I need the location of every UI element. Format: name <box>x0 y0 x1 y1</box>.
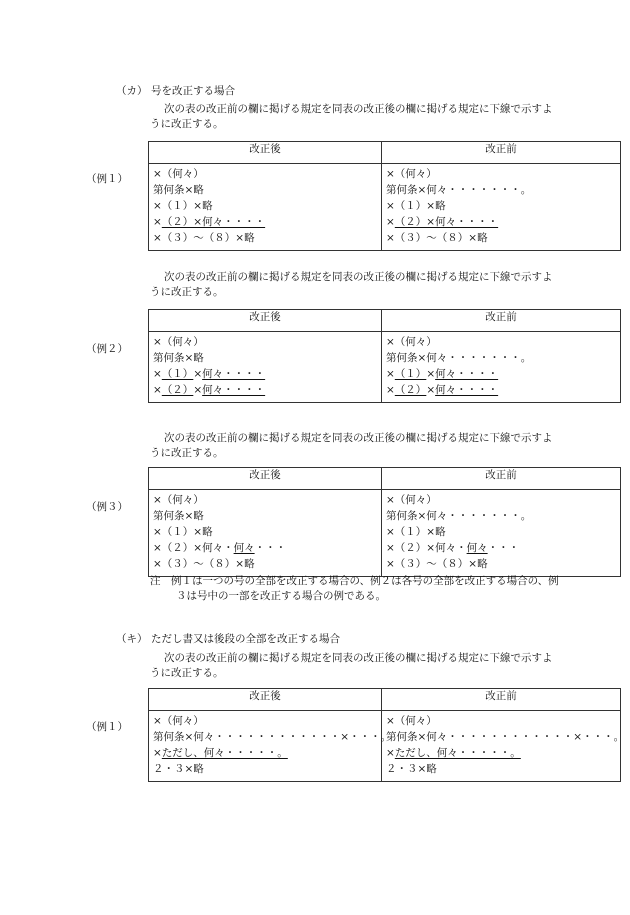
underlined-text: （１） <box>394 368 427 380</box>
provision-line <box>386 540 616 556</box>
provision-text: ×（３）～（８）×略 <box>153 232 255 244</box>
section-ki-heading <box>116 632 340 647</box>
provision-text: 第何条×略 <box>153 184 204 196</box>
provision-text: ×（３）～（８）×略 <box>153 558 255 570</box>
underlined-text: ただし、何々・・・・・。 <box>394 747 521 759</box>
provision-line <box>153 198 377 214</box>
provision-line <box>386 334 616 350</box>
provision-text: × <box>153 384 162 396</box>
provision-line <box>153 745 377 761</box>
provision-line <box>386 350 616 366</box>
provision-text: × <box>153 368 162 380</box>
underlined-text: 何々・・・・ <box>202 384 266 396</box>
provision-text: 第何条×略 <box>153 510 204 522</box>
provision-line <box>386 761 616 777</box>
header-before: 改正前 <box>382 142 621 164</box>
provision-line <box>153 492 377 508</box>
provision-text: ×（１）×略 <box>153 200 213 212</box>
provision-text: ×（何々） <box>153 336 204 348</box>
provision-text: 第何条×何々・・・・・・・・・・・・×・・・。 <box>386 731 625 743</box>
provision-text: × <box>426 384 436 396</box>
underlined-text: （２） <box>161 384 194 396</box>
provision-text: × <box>193 384 203 396</box>
intro-paragraph <box>150 102 595 132</box>
provision-text: × <box>426 368 436 380</box>
provision-text: × <box>386 384 395 396</box>
provision-line <box>153 729 392 745</box>
header-after: 改正後 <box>149 689 382 711</box>
provision-line <box>386 713 616 729</box>
provision-text: ×（３）～（８）×略 <box>386 558 488 570</box>
provision-text: 第何条×何々・・・・・・・。 <box>386 184 532 196</box>
intro-paragraph <box>150 651 595 681</box>
provision-text: × <box>386 747 395 759</box>
before-cell <box>382 490 621 577</box>
underlined-text: 何々・・・・ <box>435 368 499 380</box>
intro-line-1: 次の表の改正前の欄に掲げる規定を同表の改正後の欄に掲げる規定に下線で示すよ <box>164 271 553 283</box>
provision-line <box>386 745 616 761</box>
header-before: 改正前 <box>382 468 621 490</box>
underlined-text: 何々 <box>466 542 488 554</box>
provision-line <box>386 182 616 198</box>
example-label: （例３） <box>86 501 128 513</box>
intro-paragraph <box>150 270 595 300</box>
header-after: 改正後 <box>149 468 382 490</box>
provision-line <box>386 729 625 745</box>
before-cell <box>382 164 621 251</box>
provision-text: ×（何々） <box>386 715 437 727</box>
underlined-text: （２）×何々・・・・ <box>161 216 266 228</box>
section-ka-title: 号を改正する場合 <box>151 85 235 97</box>
section-ka-heading <box>116 84 235 99</box>
provision-line <box>153 508 377 524</box>
provision-line <box>386 524 616 540</box>
provision-text: × <box>153 216 162 228</box>
after-cell <box>149 490 382 577</box>
provision-text: ×（１）×略 <box>386 526 446 538</box>
note-line-1: 注 例１は一つの号の全部を改正する場合の、例２は各号の全部を改正する場合の、例 <box>150 575 559 587</box>
provision-text: ２・３×略 <box>386 763 437 775</box>
provision-text: ×（１）×略 <box>386 200 446 212</box>
underlined-text: （１） <box>161 368 194 380</box>
intro-line-1: 次の表の改正前の欄に掲げる規定を同表の改正後の欄に掲げる規定に下線で示すよ <box>164 103 553 115</box>
provision-text: 第何条×何々・・・・・・・・・・・・×・・・。 <box>153 731 392 743</box>
provision-text: ×（２）×何々・ <box>153 542 234 554</box>
provision-text: ×（何々） <box>153 168 204 180</box>
section-ki-title: ただし書又は後段の全部を改正する場合 <box>151 633 340 645</box>
section-ki-label: （キ） <box>116 633 148 645</box>
underlined-text: ただし、何々・・・・・。 <box>161 747 288 759</box>
provision-text: ２・３×略 <box>153 763 204 775</box>
provision-text: ・・・ <box>487 542 520 554</box>
section-ka-label: （カ） <box>116 85 148 97</box>
intro-line-2: うに改正する。 <box>150 286 224 299</box>
comparison-table-ex3 <box>148 467 621 577</box>
provision-line <box>153 334 377 350</box>
comparison-table-ex1 <box>148 141 621 251</box>
underlined-text: （２）×何々・・・・ <box>394 216 499 228</box>
example-label: （例１） <box>86 721 128 733</box>
provision-text: ×（何々） <box>386 336 437 348</box>
provision-line <box>153 382 377 398</box>
header-after: 改正後 <box>149 310 382 332</box>
provision-line <box>386 556 616 572</box>
before-cell <box>382 711 625 782</box>
underlined-text: （２） <box>394 384 427 396</box>
before-cell <box>382 332 621 403</box>
header-after: 改正後 <box>149 142 382 164</box>
provision-line <box>153 366 377 382</box>
provision-text: ×（何々） <box>386 168 437 180</box>
provision-line <box>153 761 377 777</box>
provision-line <box>386 382 616 398</box>
provision-text: ×（３）～（８）×略 <box>386 232 488 244</box>
provision-line <box>386 492 616 508</box>
header-before: 改正前 <box>382 689 621 711</box>
provision-line <box>153 350 377 366</box>
provision-text: ×（１）×略 <box>153 526 213 538</box>
provision-line <box>153 182 377 198</box>
provision-text: ×（何々） <box>153 494 204 506</box>
provision-line <box>153 166 377 182</box>
note <box>150 574 595 604</box>
provision-line <box>153 230 377 246</box>
provision-text: ×（何々） <box>386 494 437 506</box>
underlined-text: 何々・・・・ <box>202 368 266 380</box>
intro-line-1: 次の表の改正前の欄に掲げる規定を同表の改正後の欄に掲げる規定に下線で示すよ <box>164 652 553 664</box>
comparison-table-ex2 <box>148 309 621 403</box>
provision-line <box>153 540 377 556</box>
provision-line <box>386 166 616 182</box>
note-line-2: ３は号中の一部を改正する場合の例である。 <box>176 590 386 603</box>
provision-line <box>153 556 377 572</box>
provision-line <box>386 508 616 524</box>
intro-line-2: うに改正する。 <box>150 667 224 680</box>
after-cell <box>149 711 392 782</box>
provision-line <box>386 230 616 246</box>
provision-line <box>153 524 377 540</box>
provision-text: ×（２）×何々・ <box>386 542 467 554</box>
example-label: （例２） <box>86 343 128 355</box>
provision-line <box>386 214 616 230</box>
after-cell <box>149 164 382 251</box>
provision-text: ・・・ <box>254 542 287 554</box>
provision-text: × <box>386 368 395 380</box>
provision-line <box>386 198 616 214</box>
example-label: （例１） <box>86 173 128 185</box>
provision-text: × <box>193 368 203 380</box>
provision-line <box>386 366 616 382</box>
provision-text: 第何条×略 <box>153 352 204 364</box>
provision-text: 第何条×何々・・・・・・・。 <box>386 510 532 522</box>
comparison-table-ki-ex1 <box>148 688 625 782</box>
intro-line-2: うに改正する。 <box>150 118 224 131</box>
header-before: 改正前 <box>382 310 621 332</box>
underlined-text: 何々・・・・ <box>435 384 499 396</box>
provision-text: 第何条×何々・・・・・・・。 <box>386 352 532 364</box>
provision-line <box>153 713 377 729</box>
intro-line-2: うに改正する。 <box>150 447 224 460</box>
underlined-text: 何々 <box>233 542 255 554</box>
provision-text: × <box>153 747 162 759</box>
after-cell <box>149 332 382 403</box>
intro-paragraph <box>150 431 595 461</box>
intro-line-1: 次の表の改正前の欄に掲げる規定を同表の改正後の欄に掲げる規定に下線で示すよ <box>164 432 553 444</box>
provision-text: × <box>386 216 395 228</box>
provision-text: ×（何々） <box>153 715 204 727</box>
provision-line <box>153 214 377 230</box>
